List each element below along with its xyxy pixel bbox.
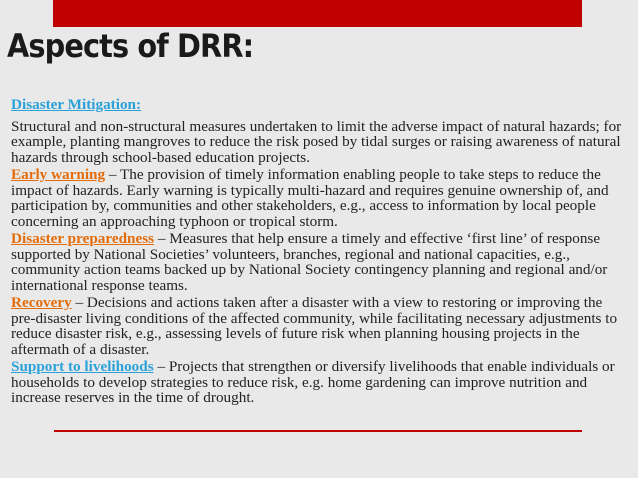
heading-early-warning: Early warning [11,166,106,183]
slide-body [11,97,627,406]
bottom-divider-line [54,430,582,432]
text-disaster-mitigation: Structural and non-structural measures undertaken to limit the adverse impact of natural hazards; for example, planting mangroves to reduce the risk posed by tidal surges or raising awareness of natural hazards through school-based education projects. [11,117,622,166]
heading-support-livelihoods: Support to livelihoods [11,358,154,375]
paragraph-early-warning [11,167,627,229]
text-recovery: – Decisions and actions taken after a disaster with a view to restoring or improving the pre-disaster living conditions of the affected community, while facilitating necessary adjustments to reduce disaster risk, e.g., assessing levels of future risk when planning housing projects in the aftermath of a disaster. [11,294,618,358]
text-support-livelihoods: – Projects that strengthen or diversify livelihoods that enable individuals or households to develop strategies to reduce risk, e.g. home gardening can improve nutrition and increase reserves in the time of drought. [11,358,615,406]
heading-recovery: Recovery [11,294,72,311]
paragraph-livelihoods [11,359,627,406]
heading-disaster-mitigation: Disaster Mitigation: [11,96,142,113]
text-disaster-preparedness: – Measures that help ensure a timely and effective ‘first line’ of response supported by National Societies’ volunteers, branches, regional and national capacities, e.g., community action teams backed up by National Society contingency planning and regional and/or international response teams. [11,230,608,294]
paragraph-preparedness [11,231,627,293]
paragraph-mitigation [11,97,627,165]
heading-disaster-preparedness: Disaster preparedness [11,230,155,247]
top-accent-bar [53,0,582,27]
slide-title: Aspects of DRR: [7,27,254,65]
paragraph-recovery [11,295,627,357]
text-early-warning: – The provision of timely information enabling people to take steps to reduce the impact of hazards. Early warning is typically multi-hazard and requires genuine ownership of, and participation by, communities and other stakeholders, e.g., access to information by local people concerning an approaching typhoon or tropical storm. [11,166,609,230]
